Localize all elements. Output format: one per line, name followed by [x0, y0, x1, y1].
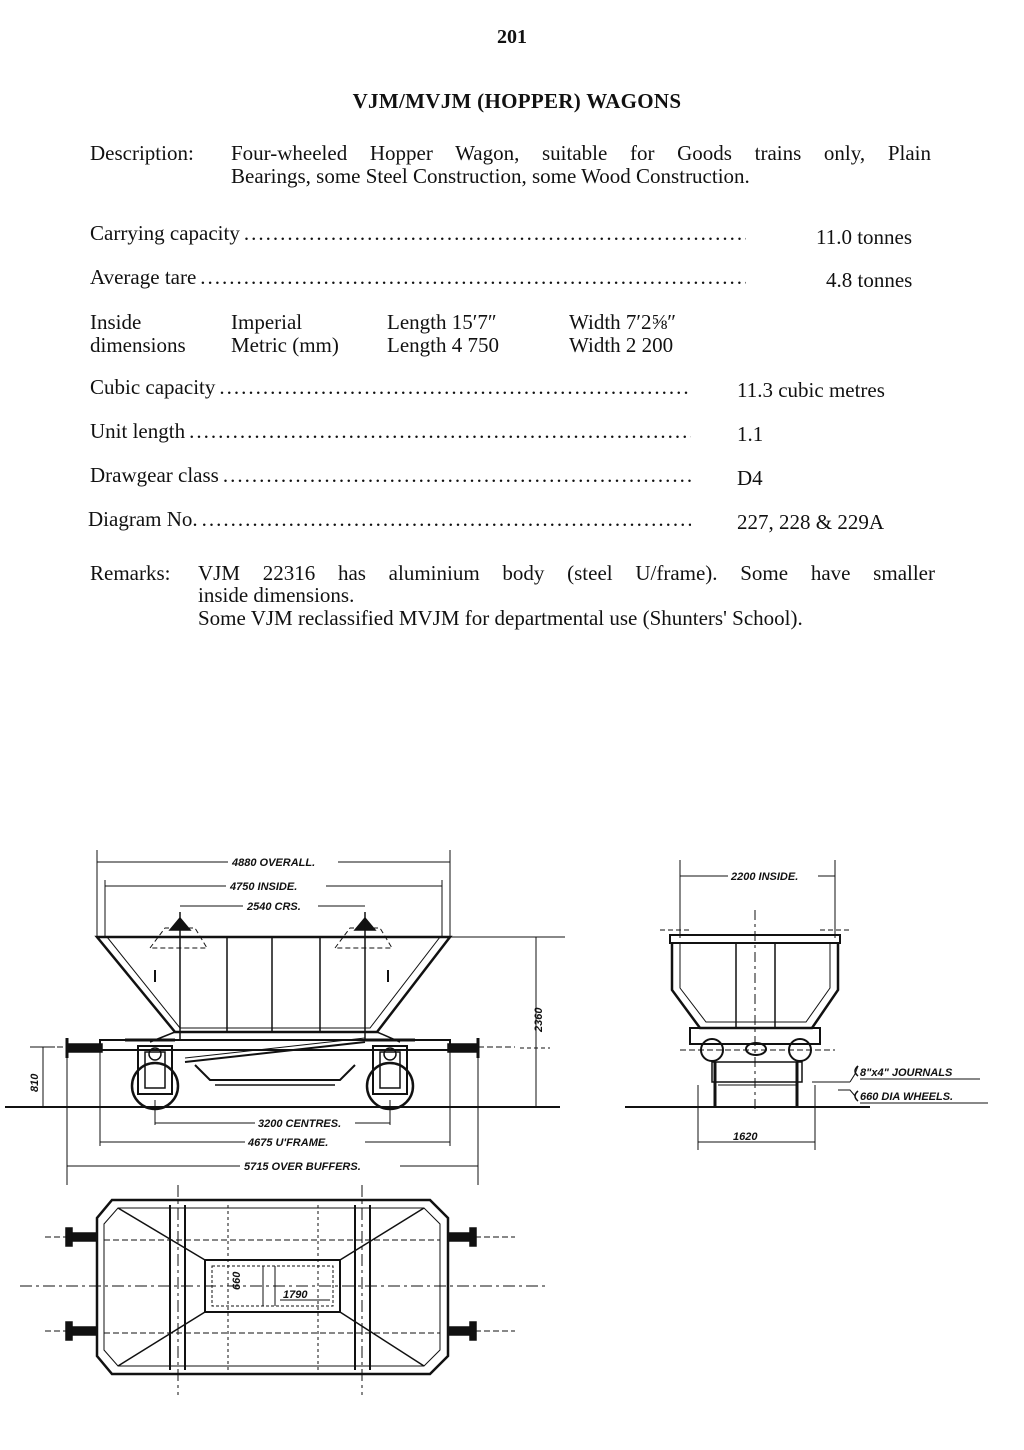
- spec-row-carrying-capacity: [90, 221, 750, 246]
- dim-gauge: 1620: [733, 1131, 758, 1143]
- plan-view: [20, 1185, 545, 1395]
- diagram-no-label: Diagram No.: [88, 507, 198, 531]
- spec-row-average-tare: [90, 265, 750, 290]
- imperial-length: Length 15′7″: [387, 310, 497, 334]
- dot-leader: [200, 265, 746, 290]
- remarks-label: Remarks:: [90, 561, 171, 585]
- remarks-line-1: VJM 22316 has aluminium body (steel U/frame). Some have smaller: [198, 561, 935, 585]
- wagon-technical-drawing: [0, 800, 1024, 1400]
- dim-over-buffers: 5715 OVER BUFFERS.: [244, 1161, 361, 1173]
- description-line-2: Bearings, some Steel Construction, some Wood Construction.: [231, 164, 750, 188]
- dim-centres: 2540 CRS.: [247, 901, 301, 913]
- dot-leader: [202, 507, 691, 532]
- buffer-right: [448, 1044, 478, 1052]
- dim-end-inside: 2200 INSIDE.: [731, 871, 799, 883]
- dot-leader: [189, 419, 691, 444]
- average-tare-label: Average tare: [90, 265, 197, 289]
- callout-wheels: 660 DIA WHEELS.: [860, 1091, 954, 1103]
- cubic-capacity-value: 11.3 cubic metres: [737, 378, 885, 402]
- dim-overall: 4880 OVERALL.: [232, 857, 316, 869]
- dim-door-length: 1790: [283, 1289, 308, 1301]
- dim-door-width: 660: [231, 1271, 243, 1290]
- end-view: [625, 860, 988, 1150]
- buffer-left: [67, 1044, 102, 1052]
- dim-underframe: 4675 U'FRAME.: [248, 1137, 329, 1149]
- spec-row-cubic-capacity: [90, 375, 695, 400]
- dim-height: 2360: [533, 1007, 545, 1032]
- page-title: VJM/MVJM (HOPPER) WAGONS: [352, 89, 682, 113]
- average-tare-value: 4.8 tonnes: [826, 268, 913, 292]
- drawgear-class-value: D4: [737, 466, 763, 490]
- remarks-line-2: inside dimensions.: [198, 583, 355, 607]
- unit-length-value: 1.1: [737, 422, 764, 446]
- carrying-capacity-value: 11.0 tonnes: [816, 225, 913, 249]
- callout-journals: 8"x4" JOURNALS: [860, 1067, 953, 1079]
- inside-dimensions-label-2: dimensions: [90, 333, 186, 357]
- dot-leader: [244, 221, 746, 246]
- spec-row-drawgear-class: [90, 463, 695, 488]
- dot-leader: [223, 463, 691, 488]
- spec-row-diagram-no: [88, 507, 695, 532]
- diagram-no-value: 227, 228 & 229A: [737, 510, 884, 534]
- drawgear-class-label: Drawgear class: [90, 463, 219, 487]
- metric-length: Length 4 750: [387, 333, 499, 357]
- inside-dimensions-label-1: Inside: [90, 310, 142, 334]
- dim-buffer-height: 810: [29, 1073, 41, 1092]
- metric-unit: Metric (mm): [231, 333, 339, 357]
- remarks-line-3: Some VJM reclassified MVJM for departmental use (Shunters' School).: [198, 606, 803, 630]
- page-number: 201: [497, 26, 527, 48]
- dim-wheel-centres: 3200 CENTRES.: [258, 1118, 342, 1130]
- metric-width: Width 2 200: [569, 333, 674, 357]
- dot-leader: [219, 375, 691, 400]
- description-line-1: Four-wheeled Hopper Wagon, suitable for Goods trains only, Plain: [231, 141, 931, 165]
- dim-inside: 4750 INSIDE.: [230, 881, 298, 893]
- spec-row-unit-length: [90, 419, 695, 444]
- side-elevation: [5, 850, 565, 1185]
- hopper-body: [97, 937, 450, 1032]
- cubic-capacity-label: Cubic capacity: [90, 375, 216, 399]
- imperial-width: Width 7′2⅝″: [569, 310, 676, 334]
- imperial-unit: Imperial: [231, 310, 303, 334]
- unit-length-label: Unit length: [90, 419, 186, 443]
- carrying-capacity-label: Carrying capacity: [90, 221, 240, 245]
- description-label: Description:: [90, 141, 194, 165]
